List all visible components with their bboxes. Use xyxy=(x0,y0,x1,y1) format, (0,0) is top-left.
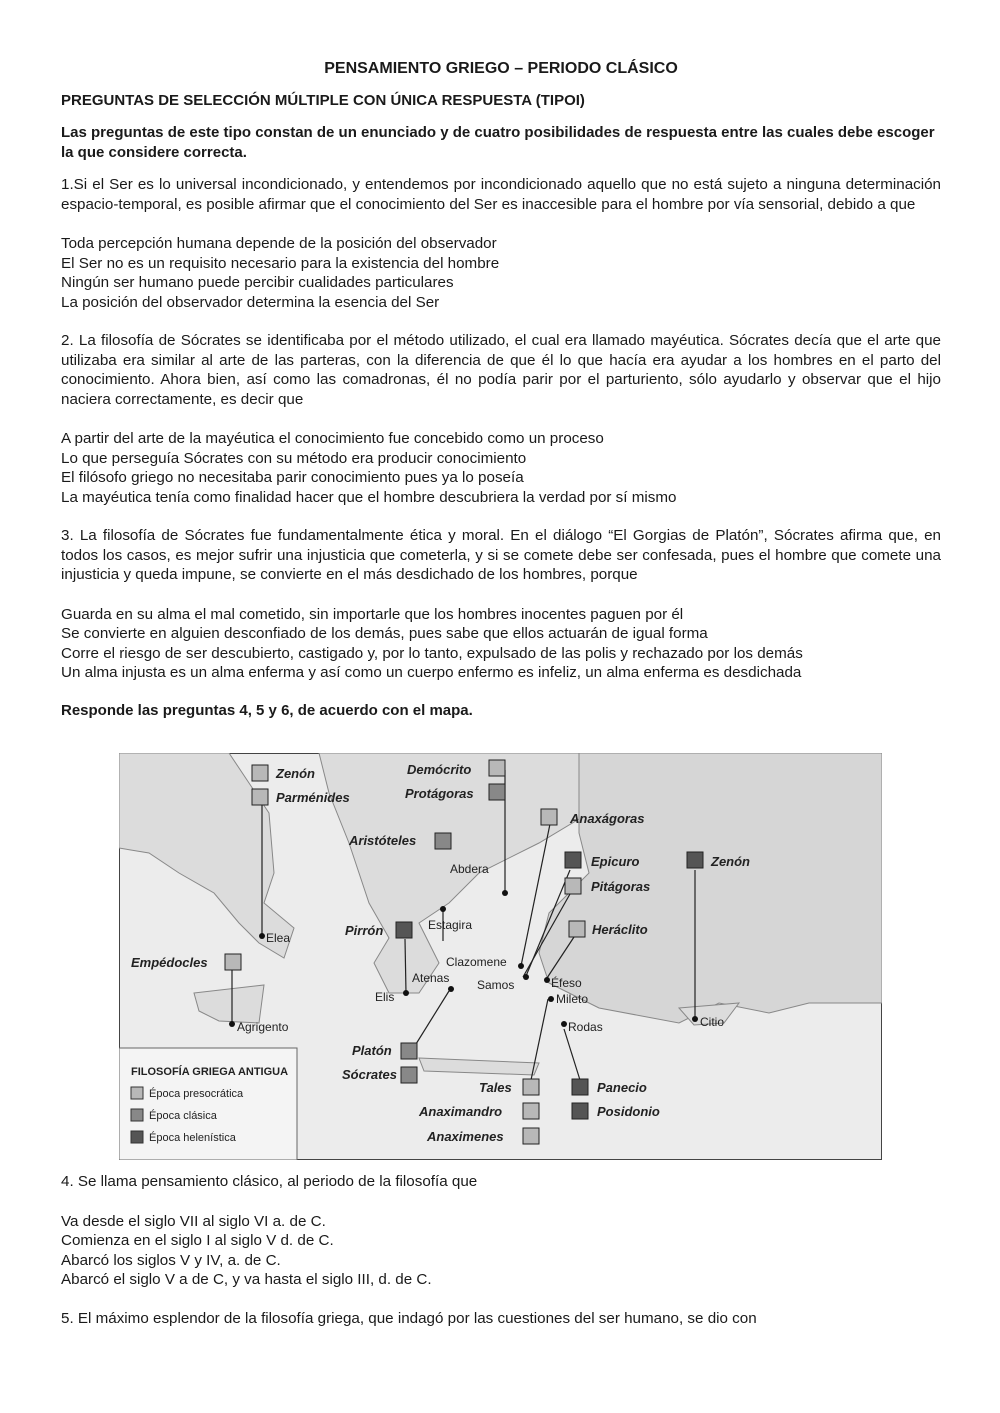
option[interactable]: Se convierte en alguien desconfiado de los demás, pues sabe que ellos actuarán de igual forma xyxy=(61,625,708,642)
philosopher-label: Panecio xyxy=(597,1080,647,1095)
philosopher-label: Protágoras xyxy=(405,786,474,801)
philosopher-label: Epicuro xyxy=(591,854,640,869)
philosopher-label: Anaximandro xyxy=(419,1104,503,1119)
philosopher-label: Parménides xyxy=(276,790,350,805)
question-1-options xyxy=(61,234,941,312)
option[interactable]: Un alma injusta es un alma enferma y así como un cuerpo enfermo es infeliz, un alma enferma es desdichada xyxy=(61,664,802,681)
question-3-options xyxy=(61,605,941,683)
option[interactable]: Abarcó el siglo V a de C, y va hasta el siglo III, d. de C. xyxy=(61,1271,432,1288)
place-label: Samos xyxy=(477,978,515,992)
option[interactable]: A partir del arte de la mayéutica el conocimiento fue concebido como un proceso xyxy=(61,430,604,447)
question-2: 2. La filosofía de Sócrates se identificaba por el método utilizado, el cual era llamado mayéutica. Sócrates decía que el arte que utilizaba era similar al arte de las parteras, con la diferencia de que él lo que hacía era ayudar a los hombres en el parto del conocimiento. Ahora bien, así como las comadronas, él no podía parir por el parturiento, sólo ayudarlo y observar que el hijo naciera correctamente, es decir que xyxy=(61,332,941,408)
section-subtitle: PREGUNTAS DE SELECCIÓN MÚLTIPLE CON ÚNICA RESPUESTA (TIPOI) xyxy=(61,92,585,109)
place-label: Éfeso xyxy=(551,976,582,990)
document-body xyxy=(61,58,941,727)
philosopher-label: Demócrito xyxy=(407,762,472,777)
option[interactable]: Guarda en su alma el mal cometido, sin importarle que los hombres inocentes paguen por él xyxy=(61,605,684,623)
option[interactable]: Ningún ser humano puede percibir cualidades particulares xyxy=(61,274,454,291)
philosopher-label: Platón xyxy=(352,1043,392,1058)
instructions: Las preguntas de este tipo constan de un enunciado y de cuatro posibilidades de respuesta entre las cuales debe escoger la que considere correcta. xyxy=(61,124,935,161)
legend-item: Época presocrática xyxy=(149,1088,244,1100)
legend-item: Época clásica xyxy=(149,1110,217,1122)
philosopher-label: Sócrates xyxy=(342,1067,397,1082)
question-4-options xyxy=(61,1212,941,1290)
place-label: Mileto xyxy=(556,992,589,1006)
legend-item: Época helenística xyxy=(149,1132,236,1144)
option[interactable]: Va desde el siglo VII al siglo VI a. de C. xyxy=(61,1212,326,1230)
question-3: 3. La filosofía de Sócrates fue fundamentalmente ética y moral. En el diálogo “El Gorgias de Platón”, Sócrates afirma que, en todos los casos, es mejor sufrir una injusticia que cometerla, y si se comete debe ser confesada, pues el hombre que comete una injusticia y queda impune, se convierte en el más desdichado de los hombres, porque xyxy=(61,527,941,583)
philosopher-label: Anaximenes xyxy=(427,1129,504,1144)
page-title: PENSAMIENTO GRIEGO – PERIODO CLÁSICO xyxy=(324,60,678,77)
question-2-options xyxy=(61,429,941,507)
option[interactable]: Lo que perseguía Sócrates con su método era producir conocimiento xyxy=(61,449,527,467)
option[interactable]: Corre el riesgo de ser descubierto, castigado y, por lo tanto, expulsado de las polis y rechazado por los demás xyxy=(61,644,803,662)
place-label: Agrigento xyxy=(237,1020,289,1034)
legend-title: FILOSOFÍA GRIEGA ANTIGUA xyxy=(131,1066,289,1078)
question-1: 1.Si el Ser es lo universal incondicionado, y entendemos por incondicionado aquello que no está sujeto a ninguna determinación espacio-temporal, es posible afirmar que el conocimiento del Ser es inaccesible para el hombre por vía sensorial, debido a que xyxy=(61,176,941,213)
philosopher-label: Pirrón xyxy=(345,923,384,938)
philosopher-label: Zenón xyxy=(711,854,750,869)
map-instruction: Responde las preguntas 4, 5 y 6, de acuerdo con el mapa. xyxy=(61,701,473,719)
place-label: Elea xyxy=(266,931,291,945)
philosopher-label: Posidonio xyxy=(597,1104,660,1119)
place-label: Citio xyxy=(700,1015,725,1029)
questions-after-map xyxy=(61,1172,941,1348)
place-label: Elis xyxy=(375,990,395,1004)
philosopher-label: Pitágoras xyxy=(591,879,651,894)
option[interactable]: La posición del observador determina la esencia del Ser xyxy=(61,293,440,311)
place-label: Atenas xyxy=(412,971,450,985)
place-label: Clazomene xyxy=(446,955,507,969)
option[interactable]: El filósofo griego no necesitaba parir conocimiento pues ya lo poseía xyxy=(61,469,524,486)
place-label: Abdera xyxy=(450,862,489,876)
philosopher-label: Tales xyxy=(479,1080,512,1095)
option[interactable]: Comienza en el siglo I al siglo V d. de C. xyxy=(61,1232,334,1249)
question-5: 5. El máximo esplendor de la filosofía griega, que indagó por las cuestiones del ser humano, se dio con xyxy=(61,1309,757,1327)
question-4: 4. Se llama pensamiento clásico, al periodo de la filosofía que xyxy=(61,1173,478,1190)
philosopher-label: Anaxágoras xyxy=(570,811,645,826)
philosopher-label: Heráclito xyxy=(592,922,648,937)
map-legend xyxy=(119,1048,297,1160)
philosopher-label: Aristóteles xyxy=(349,833,417,848)
philosopher-label: Zenón xyxy=(276,766,315,781)
philosopher-label: Empédocles xyxy=(131,955,208,970)
place-label: Estagira xyxy=(428,918,473,932)
option[interactable]: El Ser no es un requisito necesario para la existencia del hombre xyxy=(61,254,500,272)
place-label: Rodas xyxy=(568,1020,603,1034)
greek-philosophy-map xyxy=(119,753,882,1160)
option[interactable]: Toda percepción humana depende de la posición del observador xyxy=(61,235,497,252)
option[interactable]: La mayéutica tenía como finalidad hacer que el hombre descubriera la verdad por sí mismo xyxy=(61,488,677,506)
option[interactable]: Abarcó los siglos V y IV, a. de C. xyxy=(61,1251,281,1269)
